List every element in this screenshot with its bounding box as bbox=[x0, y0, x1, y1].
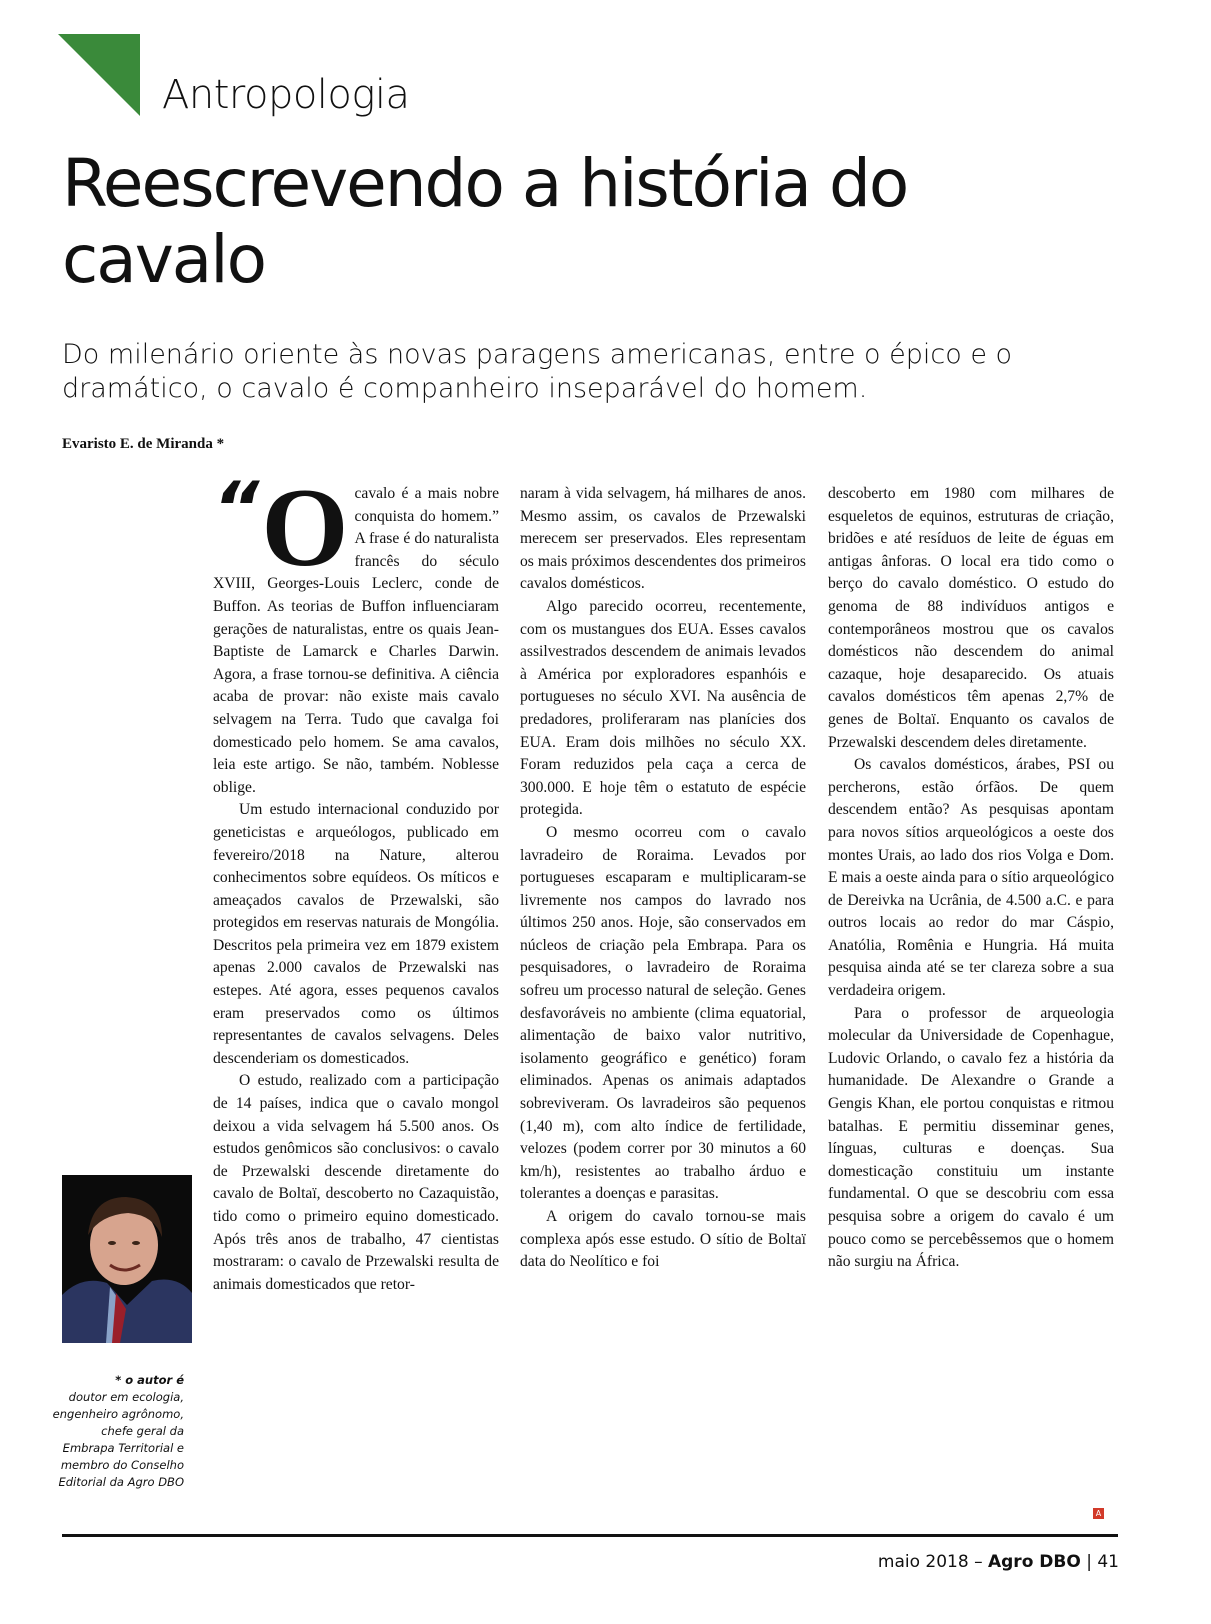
paragraph: A origem do cavalo tornou-se mais complexa após esse estudo. O sítio de Boltaï data do Neolítico e foi bbox=[520, 1208, 806, 1271]
section-corner-triangle bbox=[58, 34, 140, 116]
paragraph: naram à vida selvagem, há milhares de anos. Mesmo assim, os cavalos de Przewalski merecem ser preservados. Eles representam os mais próximos descendentes dos primeiros cavalos domésticos. bbox=[520, 485, 806, 593]
section-label: Antropologia bbox=[162, 72, 410, 118]
article-column-3 bbox=[828, 483, 1114, 1274]
paragraph-text: cavalo é a mais nobre conquista do homem.” A frase é do naturalista francês do século XVIII, Georges-Louis Leclerc, conde de Buffon. As teorias de Buffon influenciaram gerações de naturalistas, entre os quais Jean-Baptiste de Lamarck e Charles Darwin. Agora, a frase tornou-se definitiva. A ciência acaba de provar: não existe mais cavalo selvagem na Terra. Tudo que cavalga foi domesticado pelo homem. Se ama cavalos, leia este artigo. Se não, também. Noblesse oblige. bbox=[213, 485, 499, 796]
article-byline: Evaristo E. de Miranda * bbox=[62, 436, 225, 452]
paragraph: Para o professor de arqueologia molecular da Universidade de Copenhague, Ludovic Orlando, o cavalo fez a história da humanidade. De Alexandre o Grande a Gengis Khan, ele portou conquistas e ritmou batalhas. E permitiu disseminar genes, línguas, culturas e doenças. Sua domesticação constituiu um instante fundamental. O que se descobriu com essa pesquisa sobre a origem do cavalo é um pouco como se percebêssemos que o homem não surgiu na África. bbox=[828, 1004, 1114, 1271]
footer-separator: | bbox=[1080, 1552, 1098, 1572]
paragraph: O mesmo ocorreu com o cavalo lavradeiro de Roraima. Levados por portugueses escaparam e multiplicaram-se livremente nos campos do lavrado nos últimos 250 anos. Hoje, são conservados em núcleos de criação pela Embrapa. Para os pesquisadores, o lavradeiro de Roraima sofreu um processo natural de seleção. Genes desfavoráveis no ambiente (clima equatorial, alimentação de baixo valor nutritivo, isolamento geográfico e genético) foram eliminados. Apenas os animais adaptados sobreviveram. Os lavradeiros são pequenos (1,40 m), com alto índice de fertilidade, velozes (podem correr por 30 minutos a 60 km/h), resistentes ao trabalho árduo e tolerantes a doenças e parasitas. bbox=[520, 823, 806, 1203]
paragraph: Os cavalos domésticos, árabes, PSI ou percherons, estão órfãos. De quem descendem então? As pesquisas apontam para novos sítios arqueológicos a oeste dos montes Urais, ao lado dos rios Volga e Dom. E mais a oeste ainda para o sítio arqueológico de Dereivka na Ucrânia, de 4.500 a.C. e para outros locais ao redor do mar Cáspio, Anatólia, Romênia e Hungria. Há muita pesquisa ainda até se ter clareza sobre a sua verdadeira origem. bbox=[828, 756, 1114, 1000]
footer-divider bbox=[62, 1534, 1118, 1537]
author-portrait-icon bbox=[62, 1175, 192, 1343]
author-caption-body: doutor em ecologia, engenheiro agrônomo, chefe geral da Embrapa Territorial e membro do Conselho Editorial da Agro DBO bbox=[52, 1390, 184, 1489]
article-column-2 bbox=[520, 483, 806, 1274]
footer-brand: Agro DBO bbox=[987, 1552, 1081, 1572]
author-photo bbox=[62, 1175, 192, 1343]
article-title: Reescrevendo a história do cavalo bbox=[62, 145, 908, 298]
page-number: 41 bbox=[1097, 1552, 1119, 1572]
article-subtitle: Do milenário oriente às novas paragens americanas, entre o épico e o dramático, o cavalo é companheiro inseparável do homem. bbox=[62, 339, 1013, 404]
author-caption bbox=[52, 1372, 184, 1491]
paragraph-lead bbox=[213, 466, 499, 799]
article-end-icon: A bbox=[1093, 1508, 1104, 1519]
dropcap-quote-mark: “ bbox=[213, 466, 260, 550]
paragraph: Um estudo internacional conduzido por geneticistas e arqueólogos, publicado em fevereiro/2018 na Nature, alterou conhecimentos sobre equídeos. Os míticos e ameaçados cavalos de Przewalski, são protegidos em reservas naturais de Mongólia. Descritos pela primeira vez em 1879 existem apenas 2.000 cavalos de Przewalski nas estepes. Até agora, esses pequenos cavalos eram preservados como os últimos representantes de cavalos selvagens. Deles descenderiam os domesticados. bbox=[213, 801, 499, 1067]
page-footer bbox=[878, 1552, 1119, 1572]
dropcap-letter: O bbox=[261, 466, 349, 590]
paragraph: O estudo, realizado com a participação de 14 países, indica que o cavalo mongol deixou a vida selvagem há 5.500 anos. Os estudos genômicos são conclusivos: o cavalo de Przewalski descende diretamente do cavalo de Boltaï, descoberto no Cazaquistão, tido como o primeiro equino domesticado. Após três anos de trabalho, 47 cientistas mostraram: o cavalo de Przewalski resulta de animais domesticados que retor- bbox=[213, 1072, 499, 1293]
paragraph: descoberto em 1980 com milhares de esqueletos de equinos, estruturas de criação, bridões e até resíduos de leite de éguas em antigas ânforas. O local era tido como o berço do cavalo doméstico. O estudo do genoma de 88 indivíduos antigos e contemporâneos mostrou que os cavalos domésticos não descendem do animal cazaque, hoje desaparecido. Os atuais cavalos domésticos têm apenas 2,7% de genes de Boltaï. Enquanto os cavalos de Przewalski descendem deles diretamente. bbox=[828, 485, 1114, 751]
author-caption-head: * o autor é bbox=[115, 1373, 184, 1387]
footer-date: maio 2018 – bbox=[877, 1552, 988, 1572]
article-column-1 bbox=[213, 466, 499, 1296]
paragraph: Algo parecido ocorreu, recentemente, com os mustangues dos EUA. Esses cavalos assilvestrados descendem de animais levados à América por exploradores espanhóis e portugueses no século XVI. Na ausência de predadores, proliferaram nas planícies dos EUA. Eram dois milhões no século XX. Foram reduzidos pela caça a cerca de 300.000. E hoje têm o estatuto de espécie protegida. bbox=[520, 597, 806, 819]
